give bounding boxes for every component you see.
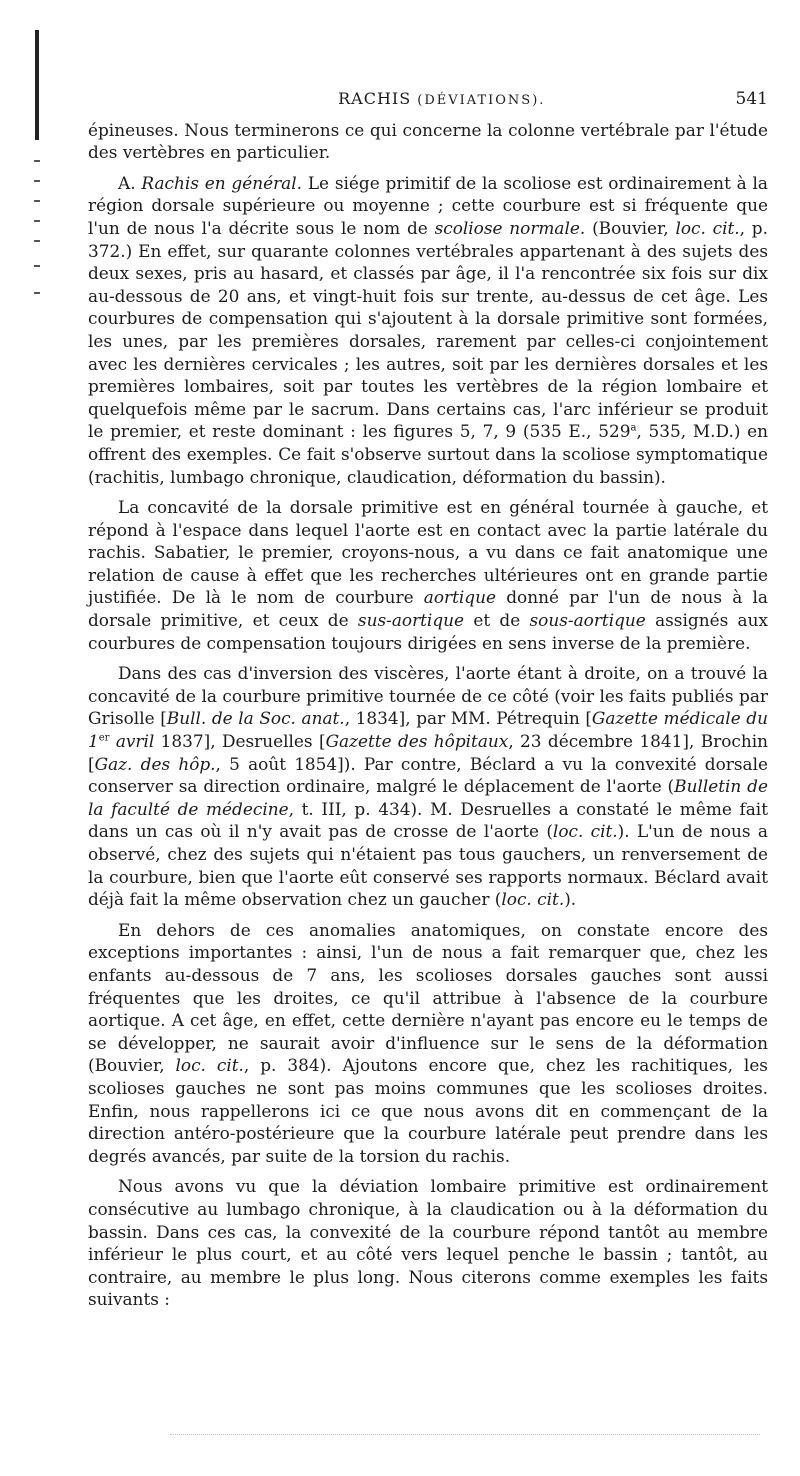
text-run: assignés aux courbures de compensation toujours dirigées en sens inverse de la première. [88, 610, 768, 653]
footer-bleedthrough [170, 1434, 760, 1439]
text-run: ). L'un de nous a observé, chez des sujets qui n'étaient pas tous gauchers, un renversement de la courbure, bien que l'aorte eût conservé ses rapports normaux. Béclard avait déjà fait la même observation chez un gaucher ( [88, 821, 768, 910]
scan-tick [34, 200, 40, 202]
text-run: 1837], Desruelles [ [154, 731, 326, 752]
superscript: er [98, 732, 110, 744]
text-run: ). [564, 889, 577, 910]
text-run: , p. 372.) En effet, sur quarante colonnes vertébrales appartenant à des sujets des deux sexes, pris au hasard, et classés par âge, il l'a rencontrée six fois sur dix au-dessous de 20 ans, et vingt-huit fois sur trente, au-dessus de cet âge. Les courbures de compensation qui s'ajoutent à la dorsale primitive sont formées, les unes, par les premières dorsales, rarement par celles-ci conjointement avec les dernières cervicales ; les autres, soit par les dernières dorsales et les premières lombaires, soit par toutes les vertèbres de la région lombaire et quelquefois même par le sacrum. Dans certains cas, l'arc inférieur se produit le premier, et reste dominant : les figures 5, 7, 9 (535 E., 529 [88, 217, 768, 442]
text-run: , t. III, p. 434). M. Desruelles a constaté le même fait dans un cas où il n'y avait pas de crosse de l'aorte ( [88, 798, 768, 842]
italic-run: Bulletin de la faculté de médecine [88, 776, 768, 819]
text-run: , 23 décembre 1841], Brochin [ [88, 731, 768, 774]
section-heading: Rachis en général. [141, 172, 303, 193]
paragraph-continuation: épineuses. Nous terminerons ce qui concerne la colonne vertébrale par l'étude des vertèbres en particulier. [88, 119, 768, 163]
text-run: , 1834], par MM. Pétrequin [ [344, 708, 592, 729]
italic-run: loc. cit. [501, 889, 565, 910]
text-run: En dehors de ces anomalies anatomiques, on constate encore des exceptions importantes : ainsi, l'un de nous a fait remarquer que, chez les enfants au-dessous de 7 ans, les scolioses dorsales gauches sont aussi fréquentes que les droites, ce qu'il attribue à l'absence de la courbure aortique. A cet âge, en effet, cette dernière n'ayant pas encore eu le temps de se développer, ne saurait avoir d'influence sur le sens de la déformation (Bouvier, [88, 919, 768, 1076]
superscript: a [630, 422, 637, 434]
book-page [88, 88, 768, 1319]
scan-tick [34, 180, 40, 182]
scan-margin-marks [32, 30, 42, 730]
text-run: Le siége primitif de la scoliose est ordinairement à la région dorsale supérieure ou moyenne ; cette courbure est si fréquente que l'un de nous l'a décrite sous le nom de [88, 172, 768, 238]
italic-run: scoliose normale. [434, 217, 586, 238]
text-run: Dans des cas d'inversion des viscères, l'aorte étant à droite, on a trouvé la concavité de la courbure primitive tournée de ce côté (voir les faits publiés par Grisolle [ [88, 663, 768, 729]
header-title-main: RACHIS [338, 89, 412, 108]
text-run: , 5 août 1854]). Par contre, Béclard a vu la convexité dorsale conserver sa direction ordinaire, malgré le déplacement de l'aorte ( [88, 753, 768, 797]
section-label: A. [118, 172, 136, 193]
italic-run: Gazette des hôpitaux [325, 731, 509, 752]
paragraph-deviation-lombaire: Nous avons vu que la déviation lombaire primitive est ordinairement consécutive au lumbago chronique, à la claudication ou à la déformation du bassin. Dans ces cas, la convexité de la courbure répond tantôt au membre inférieur le plus court, et au côté vers lequel penche le bassin ; tantôt, au contraire, au membre le plus long. Nous citerons comme exemples les faits suivants : [88, 1176, 768, 1310]
italic-run: Gazette médicale du 1 [88, 708, 768, 752]
italic-run: sus-aortique [357, 610, 465, 631]
italic-run: Bull. de la Soc. anat. [166, 708, 345, 729]
italic-run: aortique [423, 587, 496, 608]
italic-run: loc. cit. [552, 821, 618, 842]
text-run: donné par l'un de nous à la dorsale primitive, et ceux de [88, 587, 768, 631]
text-run: La concavité de la dorsale primitive est en général tournée à gauche, et répond à l'espace dans lequel l'aorte est en contact avec la partie latérale du rachis. Sabatier, le premier, croyons-nous, a vu dans ce fait anatomique une relation de cause à effet que les recherches ultérieures ont en grande partie justifiée. De là le nom de courbure [88, 497, 768, 608]
scan-tick [34, 292, 40, 294]
scan-tick [34, 220, 40, 222]
scan-edge-bar [35, 30, 39, 140]
text-run: et de [464, 610, 530, 631]
scan-tick [34, 265, 40, 267]
header-title-sub: (DÉVIATIONS). [417, 93, 546, 108]
page-number: 541 [735, 89, 768, 109]
text-run: (Bouvier, [585, 217, 676, 238]
paragraph-concavite [88, 496, 768, 654]
italic-run: loc. cit. [675, 217, 740, 238]
scan-tick [34, 160, 40, 162]
header-title [88, 88, 736, 113]
italic-run: loc. cit. [175, 1055, 244, 1076]
text-run: , 535, M.D.) en offrent des exemples. Ce fait s'observe surtout dans la scoliose symptomatique (rachitis, lumbago chronique, claudication, déformation du bassin). [88, 421, 768, 487]
italic-run: Gaz. des hôp. [94, 753, 216, 774]
running-header [88, 88, 768, 113]
italic-run: sous-aortique [529, 610, 646, 631]
paragraph-exceptions [88, 919, 768, 1168]
text-run: , p. 384). Ajoutons encore que, chez les rachitiques, les scolioses gauches ne sont pas moins communes que les scolioses droites. Enfin, nous rappellerons ici ce que nous avons dit en commençant de la direction antéro-postérieure que la courbure latérale peut prendre dans les degrés avancés, par suite de la torsion du rachis. [88, 1055, 768, 1166]
scan-tick [34, 240, 40, 242]
paragraph-inversion-visceres [88, 662, 768, 911]
paragraph-rachis-en-general [88, 172, 768, 488]
italic-run: avril [109, 731, 155, 752]
